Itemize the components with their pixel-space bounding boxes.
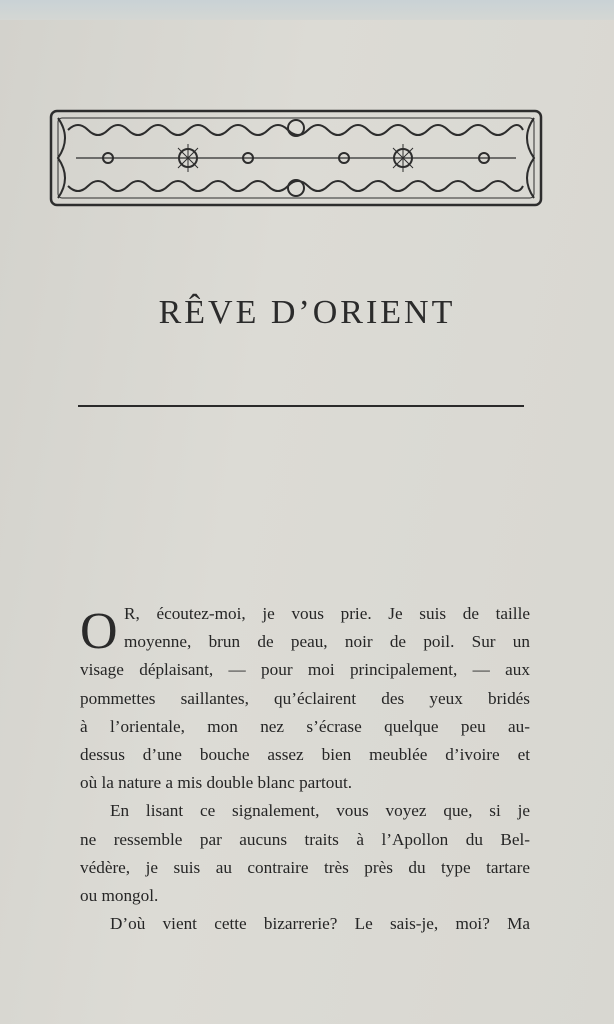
text-line: dessus d’une bouche assez bien meublée d’ivoire et	[80, 744, 530, 764]
title-divider-rule	[78, 405, 524, 407]
drop-cap-letter: O	[80, 603, 118, 660]
text-line: En lisant ce signalement, vous voyez que, si je	[110, 801, 530, 821]
text-line: R, écoutez-moi, je vous prie. Je suis de taille	[124, 604, 530, 623]
text-line: à l’orientale, mon nez s’écrase quelque peu au-	[80, 716, 530, 736]
text-line: visage déplaisant, — pour moi principalement, — aux	[80, 660, 530, 680]
text-line: ou mongol.	[80, 885, 159, 905]
body-text	[80, 600, 530, 938]
text-line: ne ressemble par aucuns traits à l’Apollon du Bel-	[80, 829, 530, 849]
text-line: où la nature a mis double blanc partout.	[80, 773, 353, 793]
text-line: védère, je suis au contraire très près du type tartare	[80, 857, 530, 877]
text-line: moyenne, brun de peau, noir de poil. Sur un	[124, 632, 530, 652]
text-line: D’où vient cette bizarrerie? Le sais-je, moi? Ma	[110, 914, 530, 934]
text-line: pommettes saillantes, qu’éclairent des yeux bridés	[80, 688, 530, 708]
decorative-header-ornament	[48, 108, 544, 208]
chapter-title: RÊVE D’ORIENT	[158, 294, 456, 331]
